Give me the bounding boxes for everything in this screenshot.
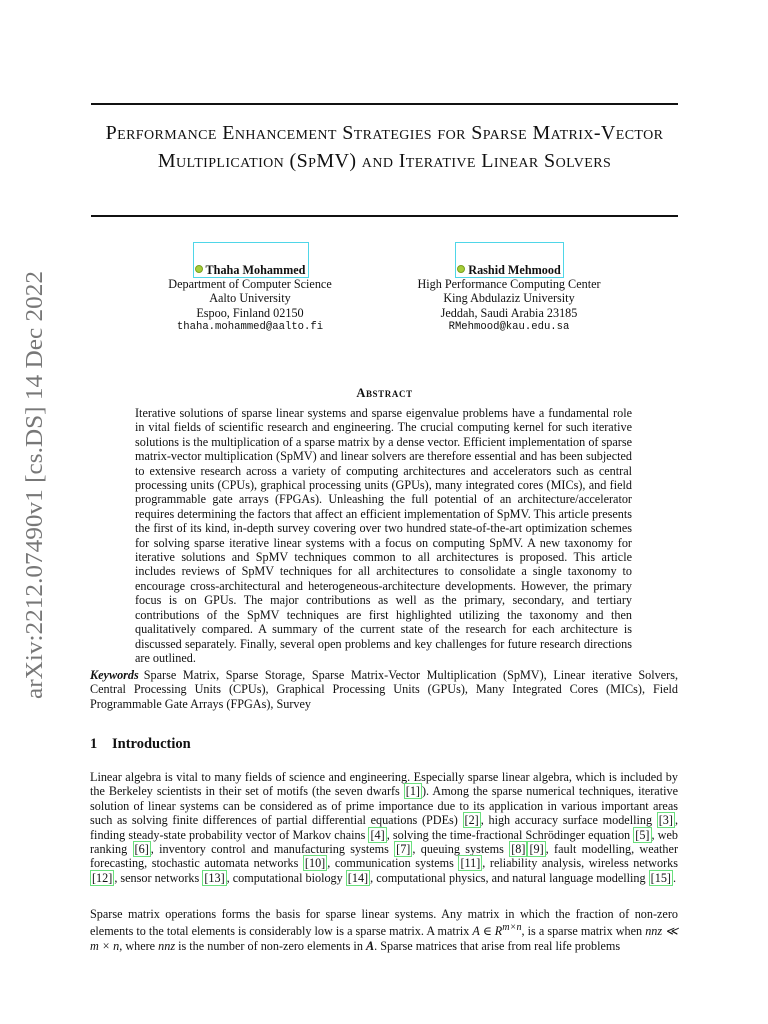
citation-link[interactable]: [7] [396,842,411,857]
citation-link[interactable]: [11] [460,856,481,871]
text-run: , sensor networks [114,870,203,885]
orcid-icon[interactable] [457,265,465,273]
text-run: , communication systems [327,856,459,871]
author-department: Department of Computer Science [168,277,332,292]
math-expression: nnz [158,938,176,953]
arxiv-id: arXiv:2212.07490v1 [cs.DS] 14 Dec 2022 [22,292,48,699]
text-run: , high accuracy surface modelling [480,813,657,828]
citation-link[interactable]: [5] [635,827,650,842]
text-run: , where [119,938,159,953]
intro-paragraph [90,770,678,885]
citation-link[interactable]: [8] [511,842,526,857]
abstract-text: Iterative solutions of sparse linear systems and sparse eigenvalue problems have a fundamental role in vital fields of scientific research and engineering. The crucial computing kernel for such iterative solutions is the multiplication of a sparse matrix by a dense vector. Efficient implementation of sparse matrix-vector multiplication (SpMV) and linear solvers are therefore essential and has been subjected to extensive research across a variety of computing architectures and accelerators such as central processing units (CPUs), graphical processing units (GPUs), many integrated cores (MICs), and field programmable gate arrays (FPGAs). Unleashing the full potential of an architecture/accelerator requires determining the factors that affect an efficient implementation of SpMV. This article presents the first of its kind, in-depth survey covering over two hundred state-of-the-art optimization schemes for solving sparse iterative linear systems with a focus on computing SpMV. A new taxonomy for iterative solutions and SpMV techniques common to all architectures is proposed. This article includes reviews of SpMV techniques for all architectures to consolidate a single taxonomy to encourage cross-architectural and heterogeneous-architecture developments. However, the primary focus is on GPUs. The major contributions as well as the primary, secondary, and tertiary contributions of the SpMV techniques are first highlighted utilizing the taxonomy and then qualitatively compared. A summary of the current state of the research for each architecture is discussed separately. Finally, several open problems and key challenges for future research directions are outlined. [135,406,632,665]
author-department: High Performance Computing Center [417,277,601,292]
author-block [150,263,350,334]
text-run: , queuing systems [412,842,510,857]
paper-title: Performance Enhancement Strategies for Sparse Matrix-Vector Multiplication (SpMV) and Iterative Linear Solvers [105,122,664,172]
author-email: thaha.mohammed@aalto.fi [176,320,324,333]
citation-link[interactable]: [2] [464,813,479,828]
text-run: . Sparse matrices that arise from real life problems [374,938,621,953]
keywords-label: Keywords [90,668,139,682]
section-number: 1 [90,736,98,752]
author-location: Espoo, Finland 02150 [196,305,304,320]
author-institution: King Abdulaziz University [443,291,575,306]
text-run: , computational biology [226,870,346,885]
citation-link[interactable]: [15] [650,870,671,885]
text-run: Sparse matrix operations forms the basis for sparse linear systems. Any matrix in which the fraction of non-zero elements to the total elements is considerably low is a sparse matrix. A matrix [90,907,678,939]
title-rule-bottom [91,215,678,217]
text-run: is the number of non-zero elements in [175,938,366,953]
abstract-heading: Abstract [356,386,413,400]
title-rule-top [91,103,678,105]
math-expression: A [365,938,375,953]
text-run: Linear algebra is vital to many fields of science and engineering. Especially sparse linear algebra, which is included by the Berkeley scientists in their set of motifs (the seven dwarfs [90,770,678,799]
author-block [400,263,618,334]
keywords-text: Sparse Matrix, Sparse Storage, Sparse Matrix-Vector Multiplication (SpMV), Linear iterative Solvers, Central Processing Units (CPUs), Graphical Processing Units (GPUs), Many Integrated Cores (MICs), Field Programmable Gate Arrays (FPGAs), Survey [90,668,678,711]
text-run: , web ranking [90,827,678,857]
text-run: , is a sparse matrix when [521,924,646,939]
author-institution: Aalto University [209,291,291,306]
citation-link[interactable]: [13] [204,870,225,885]
section-heading [90,736,191,753]
citation-link[interactable]: [1] [405,784,420,799]
citation-link[interactable]: [4] [370,827,385,842]
author-location: Jeddah, Saudi Arabia 23185 [440,305,578,320]
orcid-icon[interactable] [195,265,203,273]
text-run: , finding steady-state probability vector of Markov chains [90,813,678,842]
text-run: , solving the time-fractional Schrödinger equation [386,827,634,842]
math-superscript: m×n [502,922,522,934]
author-email: RMehmood@kau.edu.sa [448,320,570,333]
citation-link[interactable]: [14] [347,870,369,885]
text-run: , computational physics, and natural language modelling [370,870,649,885]
text-run: , reliability analysis, wireless networks [482,856,678,871]
math-expression: A ∈ R [472,924,503,939]
text-run: . [672,870,677,885]
citation-link[interactable]: [12] [92,870,113,885]
author-name[interactable]: Rashid Mehmood [468,263,561,277]
author-name[interactable]: Thaha Mohammed [205,263,306,277]
math-expression: nnz ≪ m × n [90,924,678,953]
text-run: , inventory control and manufacturing systems [150,842,395,857]
citation-link[interactable]: [10] [304,856,326,871]
keywords [90,668,678,711]
text-run: , fault modelling, weather forecasting, stochastic automata networks [90,842,678,871]
text-run: ). Among the sparse numerical techniques, iterative solution of linear systems can be considered as of prime importance due to its application in various important areas such as solving finite differences of partial differential equations (PDEs) [90,784,678,828]
arxiv-stamp [2,270,58,700]
citation-link[interactable]: [9] [529,842,544,857]
citation-link[interactable]: [3] [658,813,673,828]
citation-link[interactable]: [6] [134,842,149,857]
intro-paragraph [90,907,678,953]
section-title: Introduction [112,736,191,752]
